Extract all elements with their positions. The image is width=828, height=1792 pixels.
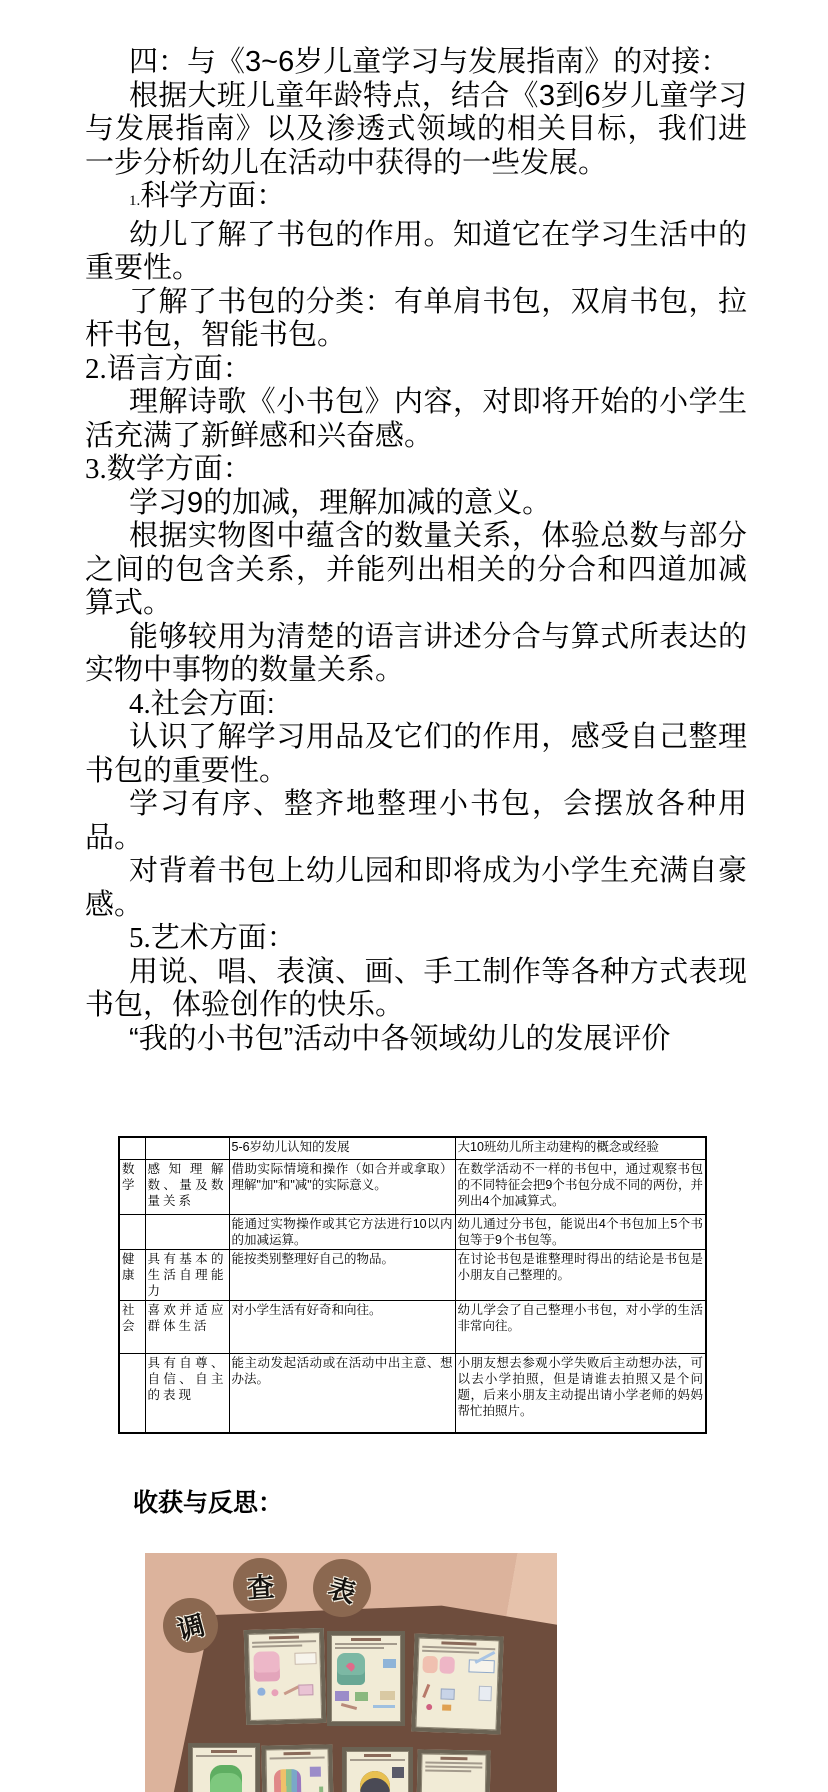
item-drawing [335,1691,349,1701]
header-cell: 5-6岁幼儿认知的发展 [229,1137,455,1159]
book-drawing [440,1688,454,1699]
pencil-drawing [284,1685,300,1695]
backpack-drawing [360,1771,390,1792]
goal-cell: 具有自尊、自信、自主的表现 [145,1353,229,1433]
cognition-cell: 能主动发起活动或在活动中出主意、想办法。 [229,1353,455,1433]
header-cell [145,1137,229,1159]
list-number: 4. [129,687,151,720]
backpack-drawing [253,1651,280,1682]
experience-cell: 幼儿学会了自己整理小书包，对小学的生活非常向往。 [455,1300,706,1353]
cognition-cell: 借助实际情境和操作（如合并或拿取）理解"加"和"减"的实际意义。 [229,1159,455,1214]
survey-card [411,1633,503,1734]
card-title-placeholder [364,1754,390,1757]
domain-cell: 健康 [119,1249,145,1300]
card-drawing [248,1648,321,1708]
table-header-row [119,1137,706,1159]
card-drawing [266,1760,330,1792]
card-text-placeholder [335,1643,397,1645]
survey-card [327,1631,405,1726]
badge-circle-biao: 表 [313,1559,371,1617]
table-row [119,1249,706,1300]
bulletin-board-photo [145,1553,557,1792]
domain-cell [119,1353,145,1433]
card-text-placeholder [350,1759,405,1761]
table-row [119,1353,706,1433]
section-heading-language: 2.语言方面： [85,352,252,385]
item-drawing [271,1689,278,1696]
paragraph: 理解诗歌《小书包》内容，对即将开始的小学生活充满了新鲜感和兴奋感。 [85,386,747,452]
table-row [119,1159,706,1214]
goal-cell: 感知理解数、量及数量关系 [145,1159,229,1214]
cognition-cell: 对小学生活有好奇和向往。 [229,1300,455,1353]
experience-cell: 在数学活动不一样的书包中，通过观察书包的不同特征会把9个书包分成不同的两份，并列出4个加减算式。 [455,1159,706,1214]
card-text-placeholder [425,1766,482,1769]
item-drawing [257,1688,265,1696]
table-row [119,1214,706,1249]
card-text-placeholder [425,1762,482,1765]
survey-card [261,1744,333,1792]
backpack-drawing [439,1656,455,1674]
item-drawing [392,1767,404,1778]
pencil-drawing [319,1787,323,1792]
card-title-placeholder [284,1752,311,1755]
card-title-placeholder [351,1638,380,1641]
card-title-placeholder [211,1750,238,1753]
survey-card [416,1749,490,1792]
card-drawing [331,1651,401,1709]
goal-cell [145,1214,229,1249]
card-drawing [192,1759,256,1792]
badge-circle-cha: 查 [233,1558,287,1612]
list-number: 3. [85,453,107,485]
section-heading-science: 1.科学方面： [129,180,286,212]
item-drawing [383,1659,396,1668]
paragraph: 对背着书包上幼儿园和即将成为小学生充满自豪感。 [85,855,747,921]
pencil-drawing [422,1684,430,1698]
card-text-placeholder [252,1640,316,1644]
cognition-cell: 能按类别整理好自己的物品。 [229,1249,455,1300]
domain-cell: 数学 [119,1159,145,1214]
card-title-placeholder [442,1641,476,1645]
card-text-placeholder [425,1770,471,1773]
item-drawing [355,1692,368,1701]
item-drawing [380,1691,395,1700]
card-title-placeholder [269,1636,299,1640]
header-cell: 大10班幼儿所主动建构的概念或经验 [455,1137,706,1159]
table-row [119,1300,706,1353]
paragraph: 根据实物图中蕴含的数量关系，体验总数与部分之间的包含关系，并能列出相关的分合和四道加减算式。 [85,520,747,619]
pencil-drawing [341,1703,357,1710]
paragraph: 学习9的加减，理解加减的意义。 [129,486,552,519]
card-text-placeholder [252,1645,302,1648]
card-text-placeholder [335,1647,384,1649]
backpack-drawing [274,1769,302,1792]
table-title: “我的小书包”活动中各领域幼儿的发展评价 [129,1022,671,1055]
development-evaluation-table [118,1136,707,1434]
reflection-heading: 收获与反思： [133,1489,284,1517]
goal-cell: 喜欢并适应群体生活 [145,1300,229,1353]
experience-cell: 幼儿通过分书包，能说出4个书包加上5个书包等于9个书包等。 [455,1214,706,1249]
card-text-placeholder [270,1757,325,1760]
paragraph: 四：与《3~6岁儿童学习与发展指南》的对接： [129,46,730,78]
card-text-placeholder [196,1755,252,1757]
paragraph: 能够较用为清楚的语言讲述分合与算式所表达的实物中事物的数量关系。 [85,620,747,686]
section-heading-math: 3.数学方面： [85,453,252,485]
body-text [85,46,747,1056]
item-drawing [442,1704,451,1710]
item-drawing [426,1704,432,1710]
survey-card [244,1628,326,1725]
card-drawing [416,1654,499,1715]
pencil-box-drawing [468,1659,494,1673]
paragraph: 幼儿了解了书包的作用。知道它在学习生活中的重要性。 [85,218,747,284]
section-heading-art: 5.艺术方面： [129,922,296,954]
experience-cell: 小朋友想去参观小学失败后主动想办法，可以去小学拍照，但是请谁去拍照又是个问题，后来小朋友主动提出请小学老师的妈妈帮忙拍照片。 [455,1353,706,1433]
header-cell [119,1137,145,1159]
paragraph: 了解了书包的分类：有单肩书包，双肩书包，拉杆书包，智能书包。 [85,285,747,351]
book-drawing [298,1684,313,1695]
ruler-drawing [373,1705,395,1708]
card-title-placeholder [440,1757,467,1760]
paragraph: 根据大班儿童年龄特点，结合《3到6岁儿童学习与发展指南》以及渗透式领域的相关目标，我们进一步分析幼儿在活动中获得的一些发展。 [85,79,747,179]
domain-cell [119,1214,145,1249]
list-number: 2. [85,352,107,385]
backpack-drawing [210,1765,242,1792]
item-drawing [310,1767,321,1777]
section-heading-social: 4.社会方面: [129,687,275,720]
paragraph: 认识了解学习用品及它们的作用，感受自己整理书包的重要性。 [85,721,747,787]
card-drawing [346,1763,409,1792]
goal-cell: 具有基本的生活自理能力 [145,1249,229,1300]
survey-card [188,1743,260,1792]
cognition-cell: 能通过实物操作或其它方法进行10以内的加减运算。 [229,1214,455,1249]
pencil-case-drawing [294,1652,316,1665]
survey-card [342,1747,413,1792]
paragraph: 用说、唱、表演、画、手工制作等各种方式表现书包，体验创作的快乐。 [85,955,747,1021]
badge-circle-diao: 调 [163,1598,218,1653]
paragraph: 学习有序、整齐地整理小书包，会摆放各种用品。 [85,788,747,854]
notebook-drawing [478,1686,492,1701]
list-number: 5. [129,922,151,954]
experience-cell: 在讨论书包是谁整理时得出的结论是书包是小朋友自己整理的。 [455,1249,706,1300]
domain-cell: 社会 [119,1300,145,1353]
backpack-drawing [422,1656,438,1674]
list-number: 1. [129,193,141,209]
